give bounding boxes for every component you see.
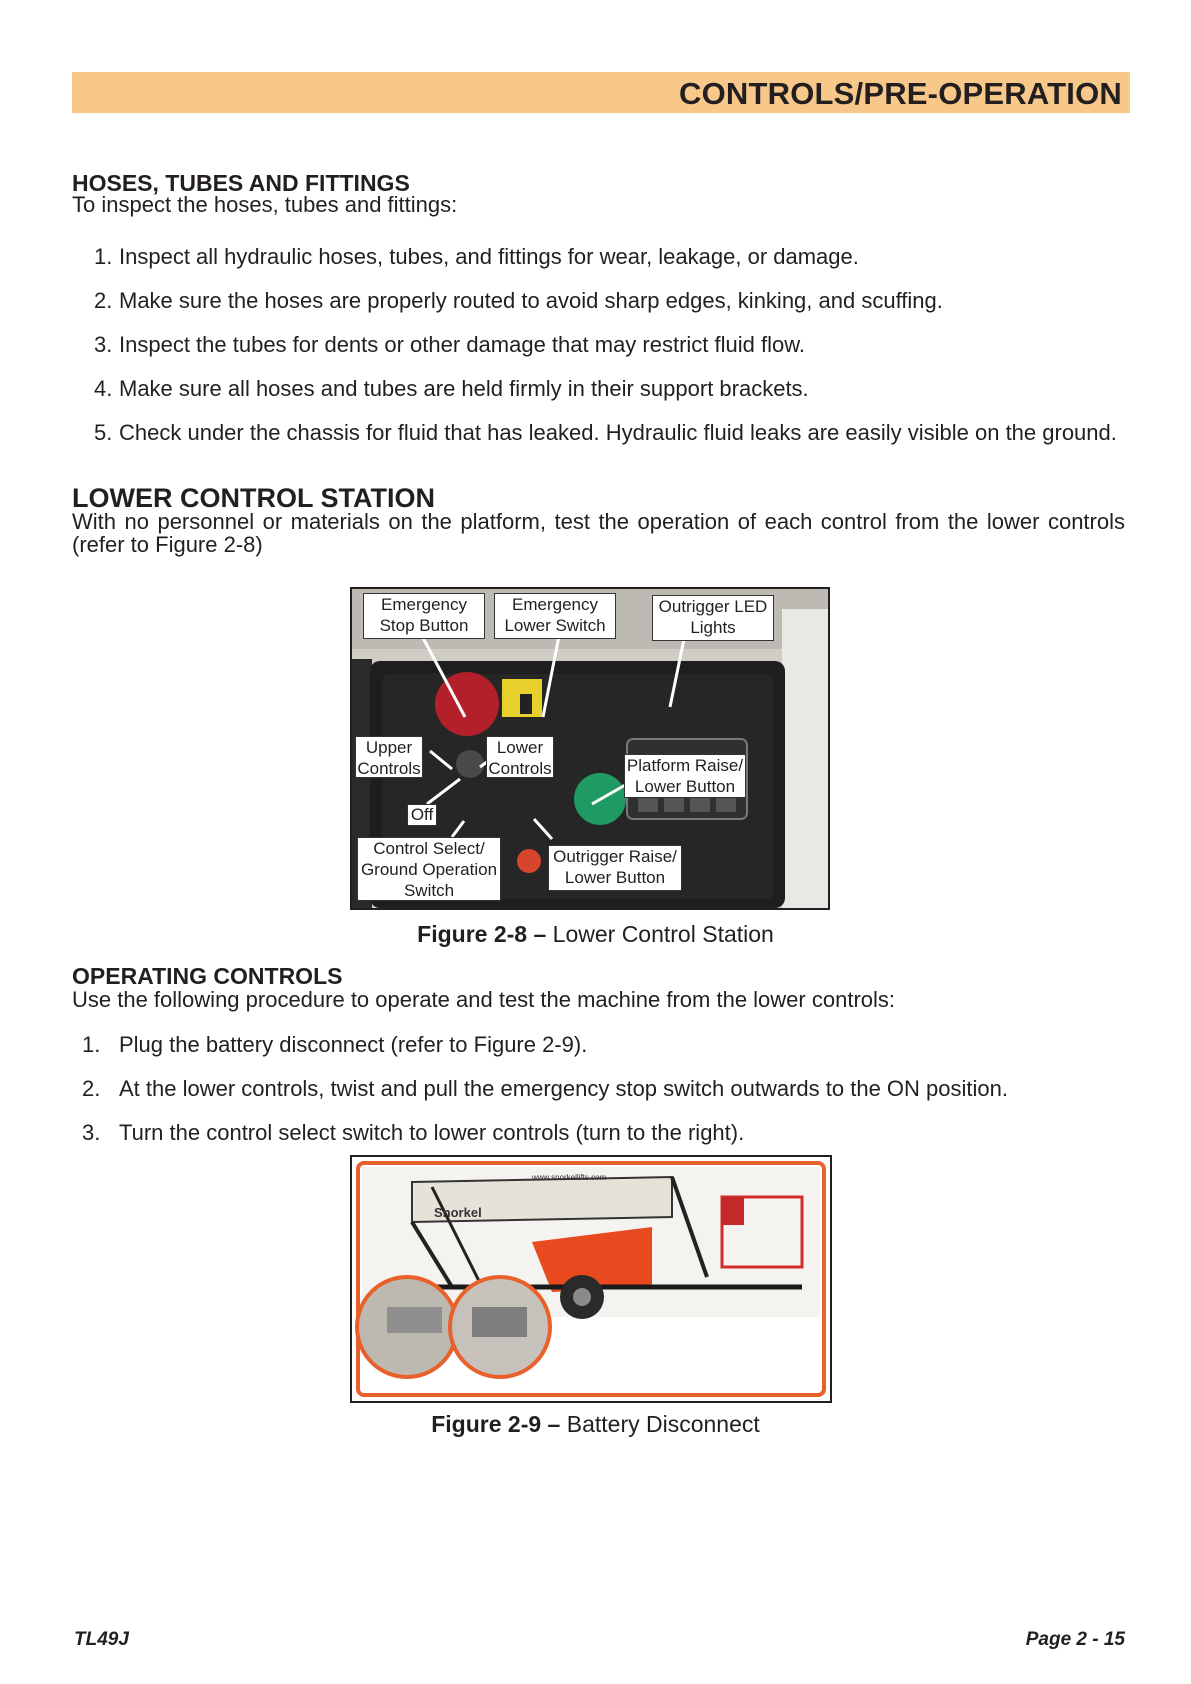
operating-step-1 [82,1033,1125,1056]
hoses-step-2 [94,289,1125,312]
step-number: 1. [82,1032,101,1057]
step-text: Turn the control select switch to lower controls (turn to the right). [119,1120,745,1145]
figure-battery-disconnect [350,1155,832,1403]
footer-page-number: Page 2 - 15 [1025,1629,1125,1650]
lift-photo [352,1157,830,1401]
step-text: Check under the chassis for fluid that has leaked. Hydraulic fluid leaks are easily visible on the ground. [119,420,1117,445]
hoses-step-4 [94,377,1125,400]
step-number: 3. [94,332,113,357]
step-number: 3. [82,1120,101,1145]
hoses-step-3 [94,333,1125,356]
callout-control-select: Control Select/ Ground Operation Switch [357,837,501,901]
step-number: 1. [94,244,113,269]
step-text: Make sure all hoses and tubes are held firmly in their support brackets. [119,376,809,401]
footer-model: TL49J [74,1629,129,1650]
operating-step-2 [82,1077,1125,1100]
figure-2-8-caption [0,921,1191,948]
step-text: Make sure the hoses are properly routed to avoid sharp edges, kinking, and scuffing. [119,288,943,313]
step-text: At the lower controls, twist and pull the emergency stop switch outwards to the ON position. [119,1076,1008,1101]
section-title: CONTROLS/PRE-OPERATION [678,76,1122,111]
operating-step-3 [82,1121,1125,1144]
step-number: 2. [94,288,113,313]
figure-2-9-caption [0,1411,1191,1438]
hoses-heading: HOSES, TUBES AND FITTINGS [72,170,410,196]
callout-emergency-lower: Emergency Lower Switch [494,593,616,639]
figure-lower-control-station [350,587,830,910]
lower-station-heading: LOWER CONTROL STATION [72,483,435,513]
website-text: www.snorkellifts.com [532,1173,607,1182]
hoses-step-5 [94,421,1125,444]
step-number: 5. [94,420,113,445]
callout-emergency-stop: Emergency Stop Button [363,593,485,639]
step-text: Inspect all hydraulic hoses, tubes, and fittings for wear, leakage, or damage. [119,244,859,269]
hoses-intro: To inspect the hoses, tubes and fittings: [72,192,458,217]
lower-station-intro: With no personnel or materials on the platform, test the operation of each control from the lower controls (refer to Figure 2-8) [72,509,1125,557]
brand-text: Snorkel [434,1205,482,1220]
callout-off: Off [407,804,437,826]
operating-heading: OPERATING CONTROLS [72,963,343,989]
step-number: 4. [94,376,113,401]
callout-platform-raise: Platform Raise/ Lower Button [624,754,746,798]
step-number: 2. [82,1076,101,1101]
caption-text: Battery Disconnect [560,1411,760,1437]
step-text: Plug the battery disconnect (refer to Figure 2-9). [119,1032,588,1057]
callout-outrigger-raise: Outrigger Raise/ Lower Button [548,845,682,891]
header-bar [72,72,1130,113]
caption-text: Lower Control Station [546,921,774,947]
hoses-step-1 [94,245,1125,268]
caption-label: Figure 2-9 – [431,1411,561,1437]
step-text: Inspect the tubes for dents or other damage that may restrict fluid flow. [119,332,806,357]
callout-lower-controls: Lower Controls [486,736,554,778]
callout-outrigger-led: Outrigger LED Lights [652,595,774,641]
operating-intro: Use the following procedure to operate and test the machine from the lower controls: [72,987,896,1012]
callout-upper-controls: Upper Controls [355,736,423,778]
caption-label: Figure 2-8 – [417,921,547,947]
